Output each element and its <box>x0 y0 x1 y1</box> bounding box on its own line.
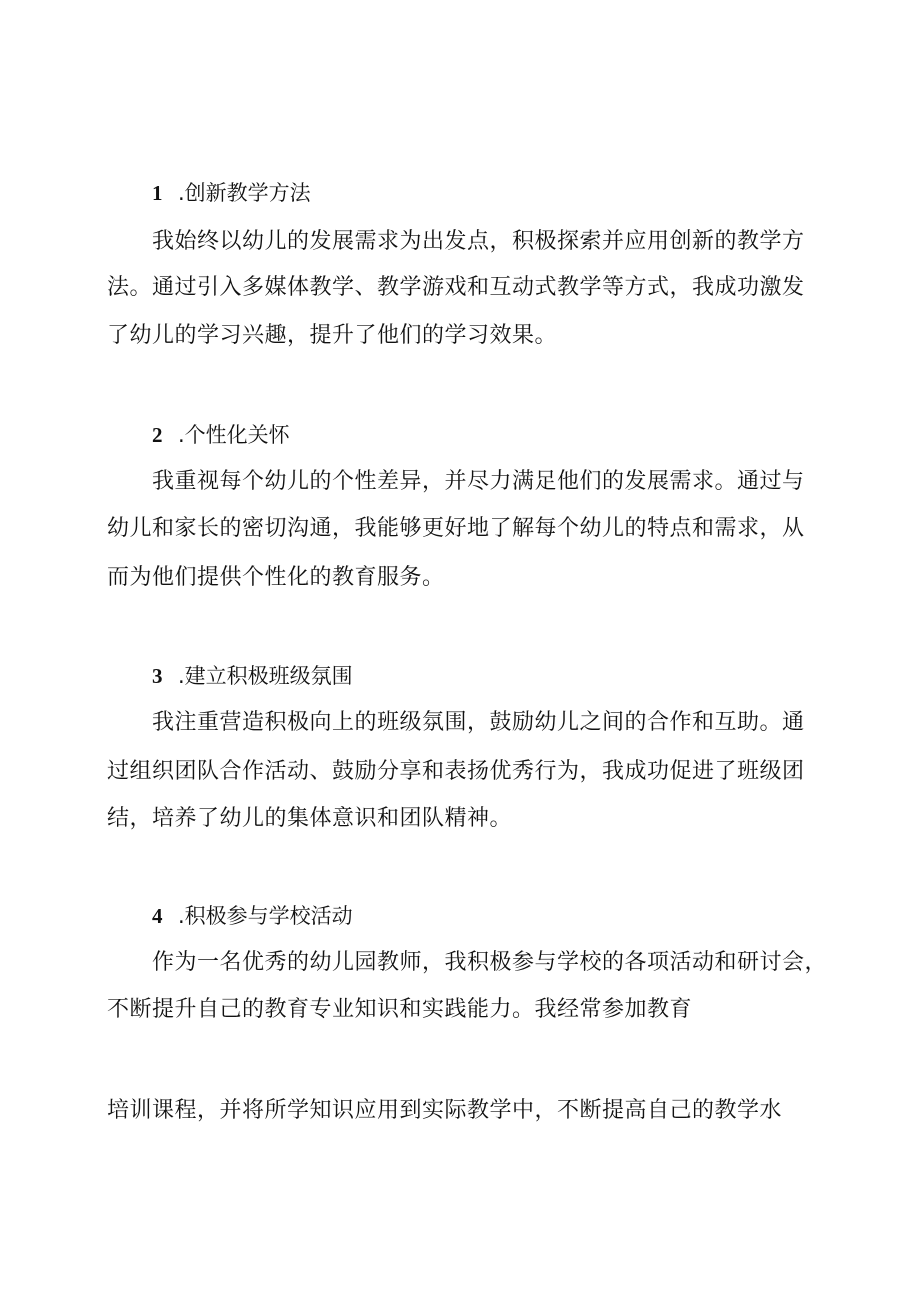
paragraph-line: 了幼儿的学习兴趣，提升了他们的学习效果。 <box>107 323 558 348</box>
section-title: .积极参与学校活动 <box>178 904 353 928</box>
paragraph-line: 我始终以幼儿的发展需求为出发点，积极探索并应用创新的教学方 <box>152 229 805 254</box>
section-number: 1 <box>152 181 163 205</box>
section-title: .个性化关怀 <box>178 423 290 447</box>
paragraph-line: 而为他们提供个性化的教育服务。 <box>107 565 445 590</box>
paragraph-line: 培训课程，并将所学知识应用到实际教学中，不断提高自己的教学水 <box>107 1098 783 1123</box>
paragraph-line: 不断提升自己的教育专业知识和实践能力。我经常参加教育 <box>107 997 693 1022</box>
paragraph-line: 我注重营造积极向上的班级氛围，鼓励幼儿之间的合作和互助。通 <box>152 710 805 735</box>
section-number: 2 <box>152 423 163 447</box>
section-number: 4 <box>152 904 163 928</box>
section-title: .创新教学方法 <box>178 181 311 205</box>
section-3-heading <box>152 660 353 692</box>
paragraph-line: 幼儿和家长的密切沟通，我能够更好地了解每个幼儿的特点和需求，从 <box>107 516 805 541</box>
section-2-heading <box>152 419 290 451</box>
paragraph-line: 结，培养了幼儿的集体意识和团队精神。 <box>107 806 513 831</box>
paragraph-line: 过组织团队合作活动、鼓励分享和表扬优秀行为，我成功促进了班级团 <box>107 759 805 784</box>
paragraph-line: 我重视每个幼儿的个性差异，并尽力满足他们的发展需求。通过与 <box>152 469 805 494</box>
section-4-heading <box>152 900 353 932</box>
paragraph-line: 作为一名优秀的幼儿园教师，我积极参与学校的各项活动和研讨会， <box>152 950 828 975</box>
section-number: 3 <box>152 664 163 688</box>
paragraph-line: 法。通过引入多媒体教学、教学游戏和互动式教学等方式，我成功激发 <box>107 275 805 300</box>
section-title: .建立积极班级氛围 <box>178 664 353 688</box>
section-1-heading <box>152 177 311 209</box>
